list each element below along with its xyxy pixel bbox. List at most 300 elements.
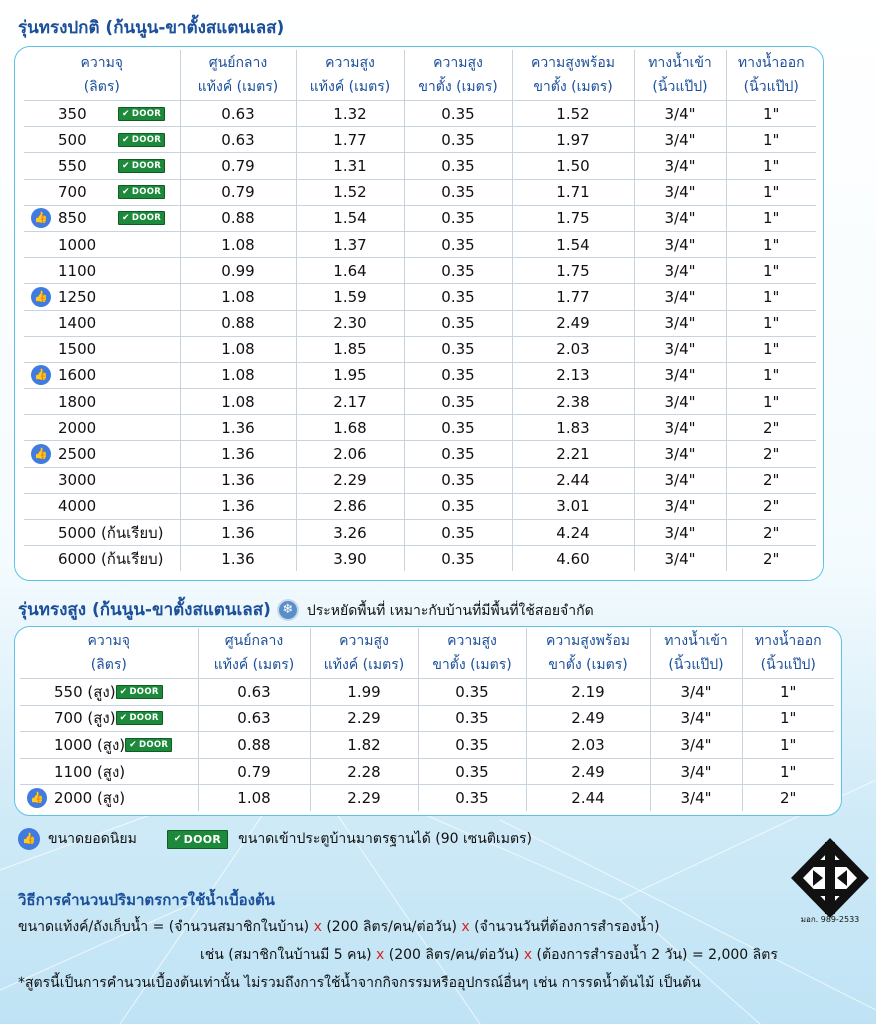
value-cell: 1.71	[512, 179, 634, 205]
value-cell: 3/4"	[634, 546, 726, 572]
table-row	[20, 758, 834, 785]
capacity-value: 4000	[58, 497, 97, 516]
capacity-value: 850	[58, 209, 87, 228]
capacity-cell	[24, 415, 180, 441]
capacity-value: 550 (สูง)	[54, 682, 116, 701]
column-header	[198, 628, 310, 679]
value-cell: 1.31	[296, 153, 404, 179]
value-cell: 3/4"	[650, 758, 742, 785]
table-row	[24, 153, 816, 179]
capacity-value: 2000 (สูง)	[54, 789, 126, 808]
column-header	[512, 50, 634, 101]
legend-popular-label: ขนาดยอดนิยม	[48, 831, 137, 847]
capacity-cell	[24, 205, 180, 231]
formula-text: (จำนวนวันที่ต้องการสำรองน้ำ)	[469, 919, 660, 935]
capacity-wrap	[24, 180, 180, 205]
column-header	[418, 628, 526, 679]
snowflake-icon: ❄	[277, 599, 299, 621]
section2-note: ประหยัดพื้นที่ เหมาะกับบ้านที่มีพื้นที่ใช้สอยจำกัด	[306, 603, 594, 619]
value-cell: 1"	[726, 205, 816, 231]
column-header-line: (นิ้วแป๊ป)	[668, 657, 724, 673]
value-cell: 0.88	[198, 732, 310, 759]
value-cell: 1.75	[512, 258, 634, 284]
value-cell: 0.63	[198, 705, 310, 732]
value-cell: 1"	[726, 101, 816, 127]
value-cell: 0.35	[404, 153, 512, 179]
check-icon: ✔	[122, 134, 130, 145]
value-cell: 1.08	[198, 785, 310, 811]
multiply-sign: x	[523, 947, 533, 963]
value-cell: 2.06	[296, 441, 404, 467]
value-cell: 3/4"	[634, 520, 726, 546]
capacity-value: 500	[58, 130, 87, 149]
section2-title: รุ่นทรงสูง (ก้นนูน-ขาตั้งสแตนเลส) ❄ ประหยัดพื้นที่ เหมาะกับบ้านที่มีพื้นที่ใช้สอยจำกัด	[18, 600, 594, 620]
capacity-wrap	[24, 311, 180, 336]
value-cell: 3/4"	[634, 336, 726, 362]
column-header	[296, 50, 404, 101]
calc-title: วิธีการคำนวนปริมาตรการใช้น้ำเบื้องต้น	[18, 891, 275, 909]
value-cell: 0.35	[418, 758, 526, 785]
door-badge-text: DOOR	[138, 739, 169, 750]
value-cell: 0.35	[418, 785, 526, 811]
door-badge-text: DOOR	[131, 213, 162, 224]
value-cell: 2.29	[310, 785, 418, 811]
capacity-value: 700 (สูง)	[54, 709, 116, 728]
thumbs-up-icon: 👍	[31, 208, 51, 228]
value-cell: 0.79	[180, 179, 296, 205]
capacity-wrap	[20, 759, 198, 785]
column-header-line: ความจุ	[80, 55, 124, 71]
capacity-wrap	[24, 153, 180, 178]
capacity-wrap	[24, 337, 180, 362]
capacity-value: 1400	[58, 314, 97, 333]
capacity-cell	[24, 153, 180, 179]
section2-table	[20, 628, 834, 811]
column-header-line: ความจุ	[87, 633, 131, 649]
capacity-cell	[20, 758, 198, 785]
column-header	[180, 50, 296, 101]
value-cell: 2.17	[296, 389, 404, 415]
check-icon: ✔	[122, 187, 130, 198]
value-cell: 0.35	[404, 101, 512, 127]
capacity-cell	[24, 231, 180, 257]
value-cell: 2"	[726, 546, 816, 572]
formula-text: (ต้องการสำรองน้ำ 2 วัน) = 2,000 ลิตร	[532, 947, 778, 963]
logo-caption: มอก. 989-2533	[800, 915, 860, 924]
table-row	[24, 179, 816, 205]
value-cell: 2.21	[512, 441, 634, 467]
capacity-cell	[24, 258, 180, 284]
capacity-wrap	[24, 284, 180, 309]
capacity-wrap	[24, 258, 180, 283]
value-cell: 3/4"	[634, 441, 726, 467]
column-header-line: ความสูง	[433, 55, 483, 71]
capacity-value: 1800	[58, 392, 97, 411]
value-cell: 3/4"	[634, 493, 726, 519]
multiply-sign: x	[376, 947, 385, 963]
door-badge-icon	[116, 685, 163, 699]
value-cell: 0.35	[404, 310, 512, 336]
table-row	[20, 732, 834, 759]
column-header-line: ขาตั้ง (เมตร)	[533, 79, 613, 95]
capacity-cell	[24, 389, 180, 415]
capacity-cell	[24, 520, 180, 546]
value-cell: 2"	[726, 441, 816, 467]
capacity-value: 3000	[58, 471, 97, 490]
value-cell: 0.99	[180, 258, 296, 284]
value-cell: 0.79	[180, 153, 296, 179]
capacity-wrap	[24, 494, 180, 519]
value-cell: 1"	[726, 179, 816, 205]
value-cell: 3/4"	[634, 310, 726, 336]
door-badge-text: DOOR	[131, 108, 162, 119]
capacity-wrap	[24, 468, 180, 493]
value-cell: 2.19	[526, 679, 650, 706]
value-cell: 3/4"	[634, 284, 726, 310]
value-cell: 3/4"	[634, 231, 726, 257]
column-header-line: (นิ้วแป๊ป)	[743, 79, 799, 95]
column-header	[24, 50, 180, 101]
value-cell: 0.88	[180, 205, 296, 231]
column-header	[310, 628, 418, 679]
column-header-line: ทางน้ำเข้า	[664, 633, 728, 649]
calc-example	[200, 944, 778, 966]
value-cell: 2"	[742, 785, 834, 811]
table-row	[24, 493, 816, 519]
capacity-cell	[20, 679, 198, 706]
value-cell: 0.79	[198, 758, 310, 785]
value-cell: 2"	[726, 467, 816, 493]
section1-table	[24, 50, 816, 571]
multiply-sign: x	[461, 919, 470, 935]
column-header	[650, 628, 742, 679]
value-cell: 1.32	[296, 101, 404, 127]
value-cell: 1"	[726, 258, 816, 284]
column-header-line: ศูนย์กลาง	[224, 633, 284, 649]
value-cell: 1.08	[180, 336, 296, 362]
value-cell: 1"	[726, 389, 816, 415]
calc-note: *สูตรนี้เป็นการคำนวนเบื้องต้นเท่านั้น ไม่รวมถึงการใช้น้ำจากกิจกรรมหรืออุปกรณ์อื่นๆ เช่น การรดน้ำต้นไม้ เป็นต้น	[18, 975, 701, 991]
value-cell: 1.64	[296, 258, 404, 284]
table-row	[24, 127, 816, 153]
value-cell: 4.60	[512, 546, 634, 572]
capacity-wrap	[20, 706, 198, 732]
value-cell: 3/4"	[650, 785, 742, 811]
value-cell: 2.86	[296, 493, 404, 519]
value-cell: 1.08	[180, 231, 296, 257]
capacity-wrap	[24, 441, 180, 466]
door-badge-icon	[118, 133, 165, 147]
popular-slot	[24, 365, 58, 385]
value-cell: 1.52	[512, 101, 634, 127]
value-cell: 1"	[726, 127, 816, 153]
value-cell: 0.35	[404, 389, 512, 415]
capacity-cell	[24, 101, 180, 127]
value-cell: 2"	[726, 520, 816, 546]
value-cell: 0.35	[404, 284, 512, 310]
value-cell: 0.35	[404, 467, 512, 493]
value-cell: 1.99	[310, 679, 418, 706]
value-cell: 1.75	[512, 205, 634, 231]
value-cell: 1.36	[180, 520, 296, 546]
door-badge-icon: ✔ DOOR	[167, 830, 228, 849]
section1-title: รุ่นทรงปกติ (ก้นนูน-ขาตั้งสแตนเลส)	[18, 18, 285, 38]
door-badge-icon	[118, 107, 165, 121]
column-header-line: ทางน้ำออก	[737, 55, 805, 71]
value-cell: 2"	[726, 415, 816, 441]
capacity-cell	[24, 284, 180, 310]
column-header-line: (นิ้วแป๊ป)	[652, 79, 708, 95]
value-cell: 0.63	[180, 101, 296, 127]
capacity-cell	[24, 441, 180, 467]
table-row	[24, 101, 816, 127]
capacity-wrap	[24, 127, 180, 152]
value-cell: 0.35	[404, 415, 512, 441]
value-cell: 2.03	[512, 336, 634, 362]
value-cell: 0.35	[404, 546, 512, 572]
column-header-line: ความสูงพร้อม	[545, 633, 631, 649]
column-header-line: ความสูงพร้อม	[530, 55, 616, 71]
capacity-cell	[20, 705, 198, 732]
value-cell: 1.95	[296, 362, 404, 388]
value-cell: 3/4"	[650, 732, 742, 759]
value-cell: 1.36	[180, 467, 296, 493]
capacity-wrap	[24, 520, 180, 545]
capacity-cell	[24, 127, 180, 153]
door-badge-text: DOOR	[131, 187, 162, 198]
value-cell: 3.90	[296, 546, 404, 572]
door-badge-icon	[118, 159, 165, 173]
value-cell: 1.97	[512, 127, 634, 153]
value-cell: 1.54	[296, 205, 404, 231]
column-header-line: แท้งค์ (เมตร)	[197, 79, 279, 95]
thumbs-up-icon: 👍	[31, 444, 51, 464]
door-badge-text: DOOR	[129, 713, 159, 724]
column-header-line: ความสูง	[339, 633, 389, 649]
legend-door-label: ขนาดเข้าประตูบ้านมาตรฐานได้ (90 เซนติเมตร)	[238, 831, 533, 847]
value-cell: 1.08	[180, 362, 296, 388]
value-cell: 0.88	[180, 310, 296, 336]
value-cell: 1.08	[180, 284, 296, 310]
value-cell: 3/4"	[634, 127, 726, 153]
table-row	[24, 520, 816, 546]
table-row	[24, 546, 816, 572]
value-cell: 2.30	[296, 310, 404, 336]
value-cell: 1.36	[180, 493, 296, 519]
capacity-value: 2000	[58, 418, 97, 437]
calc-formula	[18, 916, 660, 938]
value-cell: 0.63	[180, 127, 296, 153]
capacity-cell	[24, 467, 180, 493]
value-cell: 0.35	[404, 179, 512, 205]
value-cell: 0.35	[418, 705, 526, 732]
value-cell: 1.77	[512, 284, 634, 310]
thumbs-up-icon: 👍	[31, 287, 51, 307]
table-row	[24, 258, 816, 284]
capacity-cell	[20, 732, 198, 759]
value-cell: 2.49	[526, 705, 650, 732]
capacity-cell	[24, 546, 180, 572]
value-cell: 0.63	[198, 679, 310, 706]
capacity-value: 350	[58, 104, 87, 123]
capacity-value: 1500	[58, 340, 97, 359]
value-cell: 1"	[726, 231, 816, 257]
table-row	[24, 284, 816, 310]
formula-text: (200 ลิตร/คน/ต่อวัน)	[384, 947, 524, 963]
table-row	[24, 205, 816, 231]
value-cell: 2.44	[512, 467, 634, 493]
capacity-value: 6000 (ก้นเรียบ)	[58, 549, 164, 568]
capacity-wrap	[24, 232, 180, 257]
value-cell: 1"	[726, 153, 816, 179]
check-icon: ✔	[122, 108, 130, 119]
value-cell: 1"	[726, 336, 816, 362]
door-badge-icon	[116, 711, 163, 725]
value-cell: 3/4"	[634, 179, 726, 205]
value-cell: 1.08	[180, 389, 296, 415]
capacity-wrap	[24, 415, 180, 440]
value-cell: 1"	[726, 284, 816, 310]
door-badge-icon	[118, 185, 165, 199]
value-cell: 1.36	[180, 415, 296, 441]
legend	[18, 828, 532, 850]
capacity-wrap	[20, 732, 198, 758]
check-icon: ✔	[129, 739, 137, 750]
capacity-value: 1100 (สูง)	[54, 762, 126, 781]
value-cell: 0.35	[404, 258, 512, 284]
capacity-value: 550	[58, 156, 87, 175]
capacity-cell	[24, 179, 180, 205]
table-row	[20, 785, 834, 811]
capacity-wrap	[24, 206, 180, 231]
table-row	[24, 362, 816, 388]
value-cell: 0.35	[404, 493, 512, 519]
value-cell: 1"	[742, 732, 834, 759]
capacity-cell	[20, 785, 198, 811]
value-cell: 2.49	[526, 758, 650, 785]
multiply-sign: x	[313, 919, 322, 935]
door-badge-text: DOOR	[129, 686, 159, 697]
column-header-line: (ลิตร)	[83, 79, 120, 95]
value-cell: 2.13	[512, 362, 634, 388]
table-row	[24, 310, 816, 336]
value-cell: 1.82	[310, 732, 418, 759]
thumbs-up-icon: 👍	[18, 828, 40, 850]
check-icon: ✔	[119, 713, 128, 724]
capacity-cell	[24, 493, 180, 519]
value-cell: 3/4"	[650, 679, 742, 706]
table-header-row	[24, 50, 816, 101]
value-cell: 0.35	[404, 205, 512, 231]
value-cell: 1.54	[512, 231, 634, 257]
capacity-cell	[24, 336, 180, 362]
value-cell: 0.35	[404, 127, 512, 153]
capacity-value: 1000	[58, 235, 97, 254]
value-cell: 3.26	[296, 520, 404, 546]
value-cell: 1"	[726, 362, 816, 388]
capacity-wrap	[24, 389, 180, 414]
value-cell: 0.35	[418, 679, 526, 706]
column-header	[404, 50, 512, 101]
capacity-value: 1100	[58, 261, 97, 280]
check-icon: ✔	[119, 686, 128, 697]
table-row	[20, 679, 834, 706]
check-icon: ✔	[122, 213, 130, 224]
value-cell: 0.35	[418, 732, 526, 759]
capacity-value: 2500	[58, 445, 97, 464]
value-cell: 2.29	[310, 705, 418, 732]
capacity-wrap	[24, 546, 180, 571]
value-cell: 1"	[742, 758, 834, 785]
table-row	[24, 441, 816, 467]
column-header-line: ความสูง	[325, 55, 375, 71]
door-badge-icon	[125, 738, 172, 752]
column-header-line: ขาตั้ง (เมตร)	[548, 657, 628, 673]
value-cell: 2.38	[512, 389, 634, 415]
value-cell: 3/4"	[634, 389, 726, 415]
popular-slot	[20, 788, 54, 808]
column-header-line: แท้งค์ (เมตร)	[213, 657, 295, 673]
column-header	[20, 628, 198, 679]
value-cell: 1.36	[180, 441, 296, 467]
capacity-value: 1250	[58, 287, 97, 306]
table-row	[24, 231, 816, 257]
thumbs-up-icon: 👍	[31, 365, 51, 385]
value-cell: 3/4"	[634, 153, 726, 179]
value-cell: 1"	[742, 705, 834, 732]
value-cell: 1.83	[512, 415, 634, 441]
column-header-line: ทางน้ำเข้า	[648, 55, 712, 71]
column-header-line: แท้งค์ (เมตร)	[323, 657, 405, 673]
popular-slot	[24, 287, 58, 307]
column-header-line: ทางน้ำออก	[754, 633, 822, 649]
capacity-wrap	[24, 363, 180, 388]
value-cell: 3/4"	[634, 258, 726, 284]
door-badge-icon	[118, 211, 165, 225]
capacity-cell	[24, 362, 180, 388]
value-cell: 2.03	[526, 732, 650, 759]
table-row	[24, 467, 816, 493]
value-cell: 1.37	[296, 231, 404, 257]
formula-text: เช่น (สมาชิกในบ้านมี 5 คน)	[200, 947, 376, 963]
column-header	[742, 628, 834, 679]
table-header-row	[20, 628, 834, 679]
table-row	[24, 389, 816, 415]
check-icon: ✔	[122, 160, 130, 171]
value-cell: 0.35	[404, 231, 512, 257]
formula-text: ขนาดแท้งค์/ถังเก็บน้ำ = (จำนวนสมาชิกในบ้าน)	[18, 919, 314, 935]
value-cell: 3/4"	[634, 362, 726, 388]
value-cell: 3/4"	[634, 205, 726, 231]
capacity-cell	[24, 310, 180, 336]
column-header-line: ความสูง	[447, 633, 497, 649]
column-header-line: ขาตั้ง (เมตร)	[432, 657, 512, 673]
capacity-wrap	[24, 101, 180, 126]
value-cell: 1"	[726, 310, 816, 336]
column-header-line: ขาตั้ง (เมตร)	[418, 79, 498, 95]
capacity-value: 5000 (ก้นเรียบ)	[58, 523, 164, 542]
capacity-value: 700	[58, 183, 87, 202]
formula-text: (200 ลิตร/คน/ต่อวัน)	[321, 919, 462, 935]
capacity-value: 1000 (สูง)	[54, 735, 126, 754]
column-header	[634, 50, 726, 101]
value-cell: 3/4"	[634, 415, 726, 441]
value-cell: 0.35	[404, 441, 512, 467]
table-row	[20, 705, 834, 732]
value-cell: 1"	[742, 679, 834, 706]
column-header	[526, 628, 650, 679]
door-badge-text: DOOR	[131, 160, 162, 171]
